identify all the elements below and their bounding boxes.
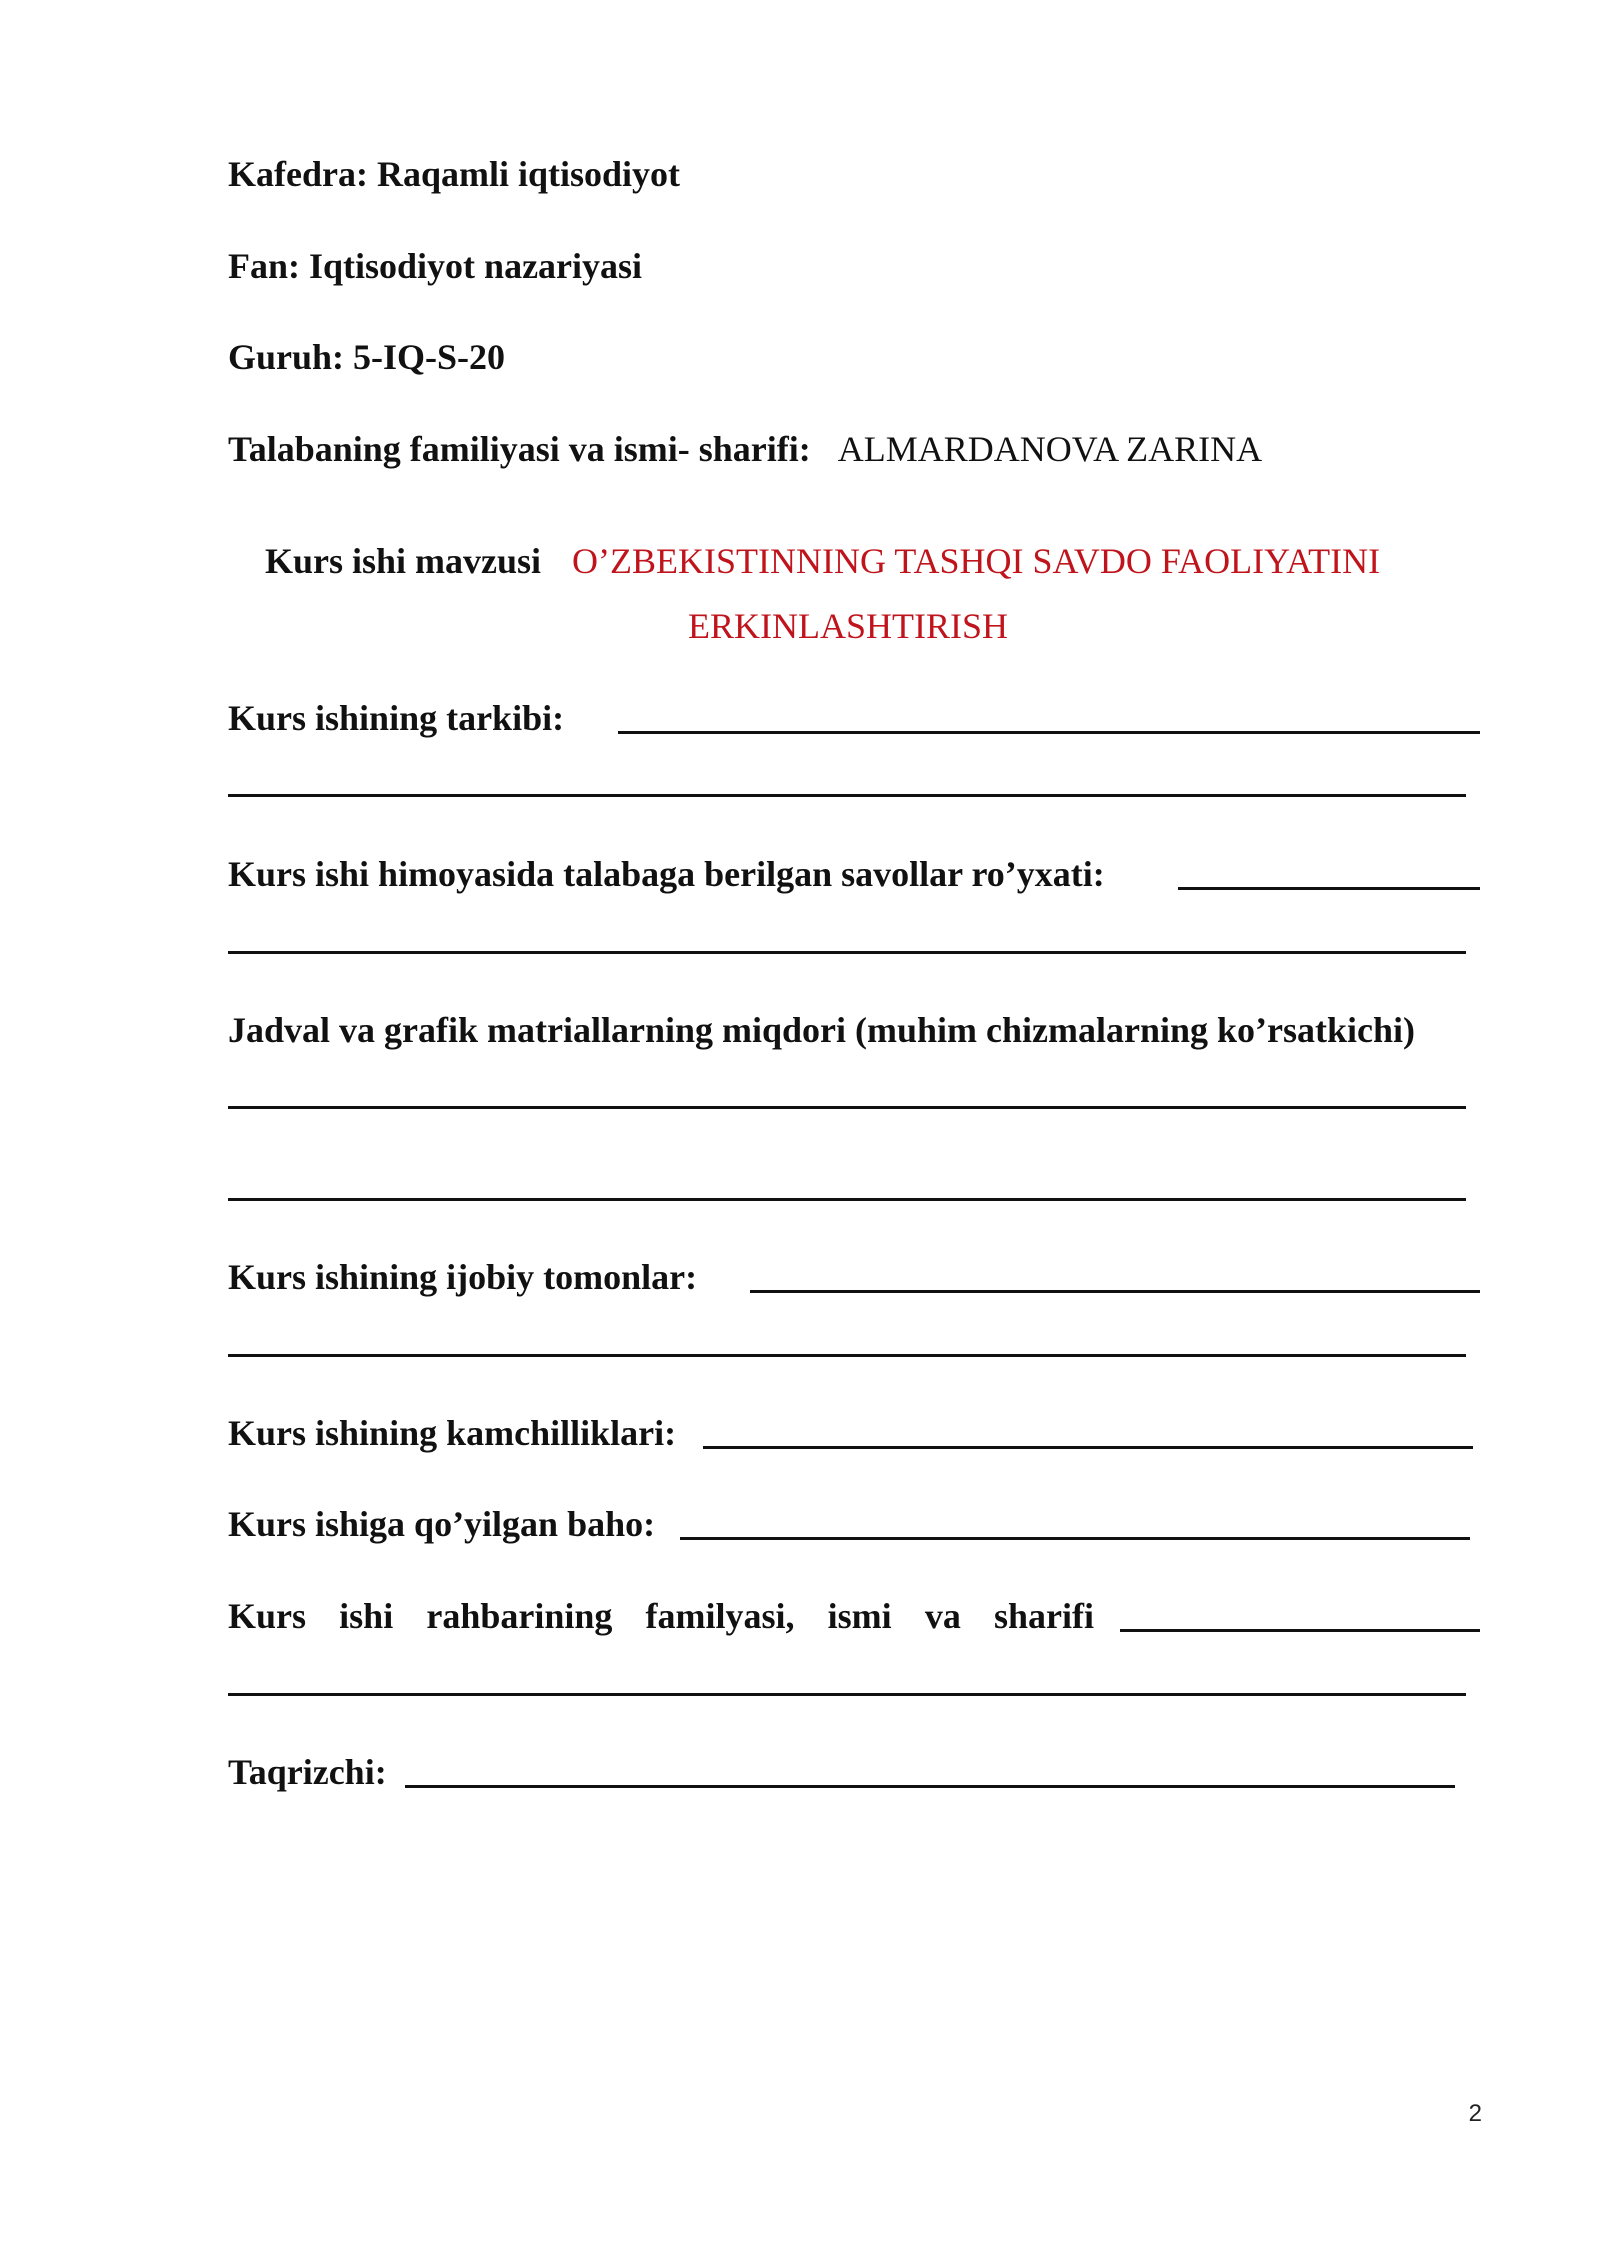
- supervisor-label: [228, 1594, 1094, 1638]
- group-line: Guruh: 5-IQ-S-20: [228, 337, 506, 377]
- supervisor-word: rahbarining: [426, 1596, 613, 1636]
- supervisor-word: va: [924, 1596, 961, 1636]
- student-label: Talabaning familiyasi va ismi- sharifi:: [228, 429, 811, 469]
- page-number: 2: [1468, 2100, 1482, 2127]
- shortcomings-label: Kurs ishining kamchilliklari:: [228, 1413, 677, 1453]
- topic-label: Kurs ishi mavzusi: [265, 541, 542, 581]
- supervisor-blank-2: [228, 1693, 1466, 1696]
- topic-title-line-1: O’ZBEKISTINNING TASHQI SAVDO FAOLIYATINI: [572, 541, 1381, 581]
- tables-blank-1: [228, 1106, 1466, 1109]
- department-line: Kafedra: Raqamli iqtisodiyot: [228, 154, 681, 194]
- tables-blank-2: [228, 1198, 1466, 1201]
- supervisor-word: sharifi: [993, 1596, 1094, 1636]
- topic-line-1: [265, 539, 1380, 583]
- questions-blank-1: [1178, 887, 1480, 890]
- student-line: [228, 427, 1262, 471]
- structure-blank-2: [228, 794, 1466, 797]
- subject-line: Fan: Iqtisodiyot nazariyasi: [228, 246, 643, 286]
- positives-blank-1: [750, 1290, 1480, 1293]
- supervisor-word: familyasi,: [645, 1596, 795, 1636]
- questions-blank-2: [228, 951, 1466, 954]
- questions-label: Kurs ishi himoyasida talabaga berilgan savollar ro’yxati:: [228, 854, 1105, 894]
- structure-label: Kurs ishining tarkibi:: [228, 698, 565, 738]
- shortcomings-blank: [703, 1446, 1473, 1449]
- positives-label: Kurs ishining ijobiy tomonlar:: [228, 1257, 698, 1297]
- reviewer-label: Taqrizchi:: [228, 1752, 387, 1792]
- positives-blank-2: [228, 1354, 1466, 1357]
- grade-label: Kurs ishiga qo’yilgan baho:: [228, 1504, 656, 1544]
- structure-blank-1: [618, 731, 1480, 734]
- topic-title-line-2: ERKINLASHTIRISH: [688, 606, 1008, 646]
- student-name: ALMARDANOVA ZARINA: [837, 429, 1263, 469]
- reviewer-blank: [405, 1785, 1455, 1788]
- tables-label: Jadval va grafik matriallarning miqdori (muhim chizmalarning ko’rsatkichi): [228, 1010, 1416, 1050]
- grade-blank: [680, 1537, 1470, 1540]
- supervisor-blank-1: [1120, 1629, 1480, 1632]
- supervisor-word: Kurs: [228, 1596, 307, 1636]
- supervisor-word: ismi: [827, 1596, 892, 1636]
- supervisor-word: ishi: [339, 1596, 394, 1636]
